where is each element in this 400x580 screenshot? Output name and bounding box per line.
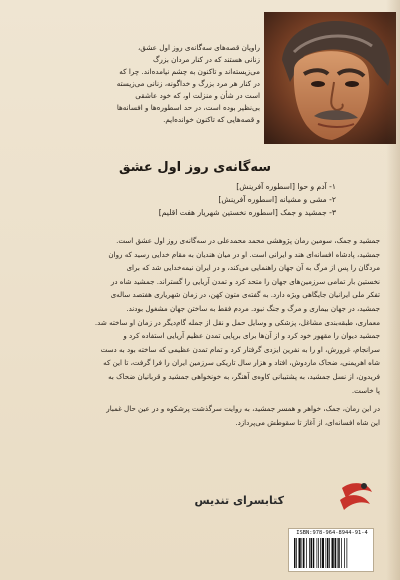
barcode-bar [313,538,315,568]
isbn-barcode-box [288,528,374,572]
author-quote [108,42,260,126]
barcode-icon [293,538,371,570]
author-portrait-image [264,12,396,144]
barcode-bar [306,538,307,568]
series-item: ۱- آدم و حوا [اسطوره آفرینش] [236,182,336,191]
barcode-bar [311,538,313,568]
publisher-logo-mark [194,478,376,522]
isbn-number: ISBN:978-964-8944-91-4 [296,530,368,536]
barcode-bar [294,538,296,568]
blurb-line: نخستین بار تمامی سرزمین‌های جهان را متحد کرد و تمدن آریایی را گستراند. جمشید شاه در [110,276,380,286]
quote-line: است در شأن و منزلت او، که خود عاشقی [135,91,260,100]
quote-line: در کنار هر مرد بزرگ و خداگونه، زنانی می‌زیسته [116,79,260,88]
blurb-line: پا خاست. [351,385,380,395]
blurb-line: شاه اهریمنی، ضحاک ماردوش، افتاد و هزار سال تاریکی سرزمین ایران را فرا گرفت، تا این که [103,358,380,368]
series-title: سه‌گانه‌ی روز اول عشق [118,160,272,175]
book-blurb [22,234,380,429]
blurb-line: جمشید دیوان را مقهور خود کرد و از آن‌ها برای برپایی تمدن عظیم آریایی استفاده کرد و [123,331,380,341]
barcode-bar [299,538,301,568]
quote-line: و قصه‌هایی که تاکنون خوانده‌ایم. [163,115,260,124]
barcode-bar [344,538,345,568]
quote-line: می‌زیسته‌اند و تاکنون به چشم نیامده‌اند. چرا که [119,67,260,76]
publisher-name: کتابسرای تندیس [194,494,284,507]
barcode-bar [337,538,338,568]
barcode-bar [322,538,324,568]
barcode-bar [303,538,305,568]
series-item: ۳- جمشید و جمک [اسطوره نخستین شهریار هفت اقلیم] [158,208,336,217]
barcode-bar [309,538,310,568]
blurb-line: سرانجام، غرورش، او را به نفرین ایزدی گرفتار کرد و تمام تمدن عظیمی که ساخته بود به دست [100,344,380,354]
barcode-bar [302,538,303,568]
barcode-bar [347,538,348,568]
barcode-bar [327,538,329,568]
blurb-line: جمشید، در جهان بیماری و مرگ و جنگ نبود. مردم فقط به ساختن جهان مشغول بودند. [126,303,380,313]
blurb-line: مردگان را پس از مرگ به آن جهان راهنمایی می‌کند، و در ایران نیمه‌خدایی شد که برای [126,263,380,273]
blurb-line: این شاه افسانه‌ای، از آغاز تا سقوطش می‌پردازد. [235,417,380,427]
quote-line: زنانی هستند که در کنار مردان بزرگ [152,55,260,64]
author-portrait [264,12,396,144]
barcode-bar [329,538,330,568]
blurb-line: جمشید و جمک، سومین رمان پژوهشی محمد محمدعلی در سه‌گانه‌ی روز اول عشق است. [116,236,380,245]
blurb-line: در این رمان، جمک، خواهر و همسر جمشید، به روایت سرگذشت پرشکوه و در عین حال غمبار [106,404,380,414]
blurb-line: معماری، طبقه‌بندی مشاغل، پزشکی و وسایل حمل و نقل از جمله گام‌دیگر در زمان او ساخته شد. [94,317,380,327]
blurb-line: فریدون، از نسل جمشید، به پشتیبانی کاوه‌ی آهنگر، به خونخواهی جمشید و قربانیان ضحاک به [108,371,380,381]
publisher-logo [194,478,376,522]
barcode-bar [335,538,337,568]
blurb-line: تفکر ملی ایرانیان جایگاهی ویژه دارد. به گفته‌ی متون کهن، در زمان شهریاری هفتصد ساله‌ی [110,290,380,300]
blurb-line: جمشید، پادشاه افسانه‌ای هند و ایرانی است. او در میان هندیان به مقام خدایی رسید که روان [108,249,380,259]
barcode-bar [338,538,340,568]
barcode-bar [318,538,319,568]
barcode-bar [326,538,327,568]
barcode-bar [317,538,318,568]
barcode-bar [320,538,321,568]
barcode-bar [341,538,342,568]
quote-line: راویان قصه‌های سه‌گانه‌ی روز اول عشق، [137,43,260,52]
barcode-bar [296,538,297,568]
barcode-bar [332,538,334,568]
series-item: ۲- مشی و مشیانه [اسطوره آفرینش] [218,195,336,204]
series-list [80,180,336,219]
quote-line: بی‌نظیر بوده است، در حد اسطوره‌ها و افسانه‌ها [116,103,260,112]
